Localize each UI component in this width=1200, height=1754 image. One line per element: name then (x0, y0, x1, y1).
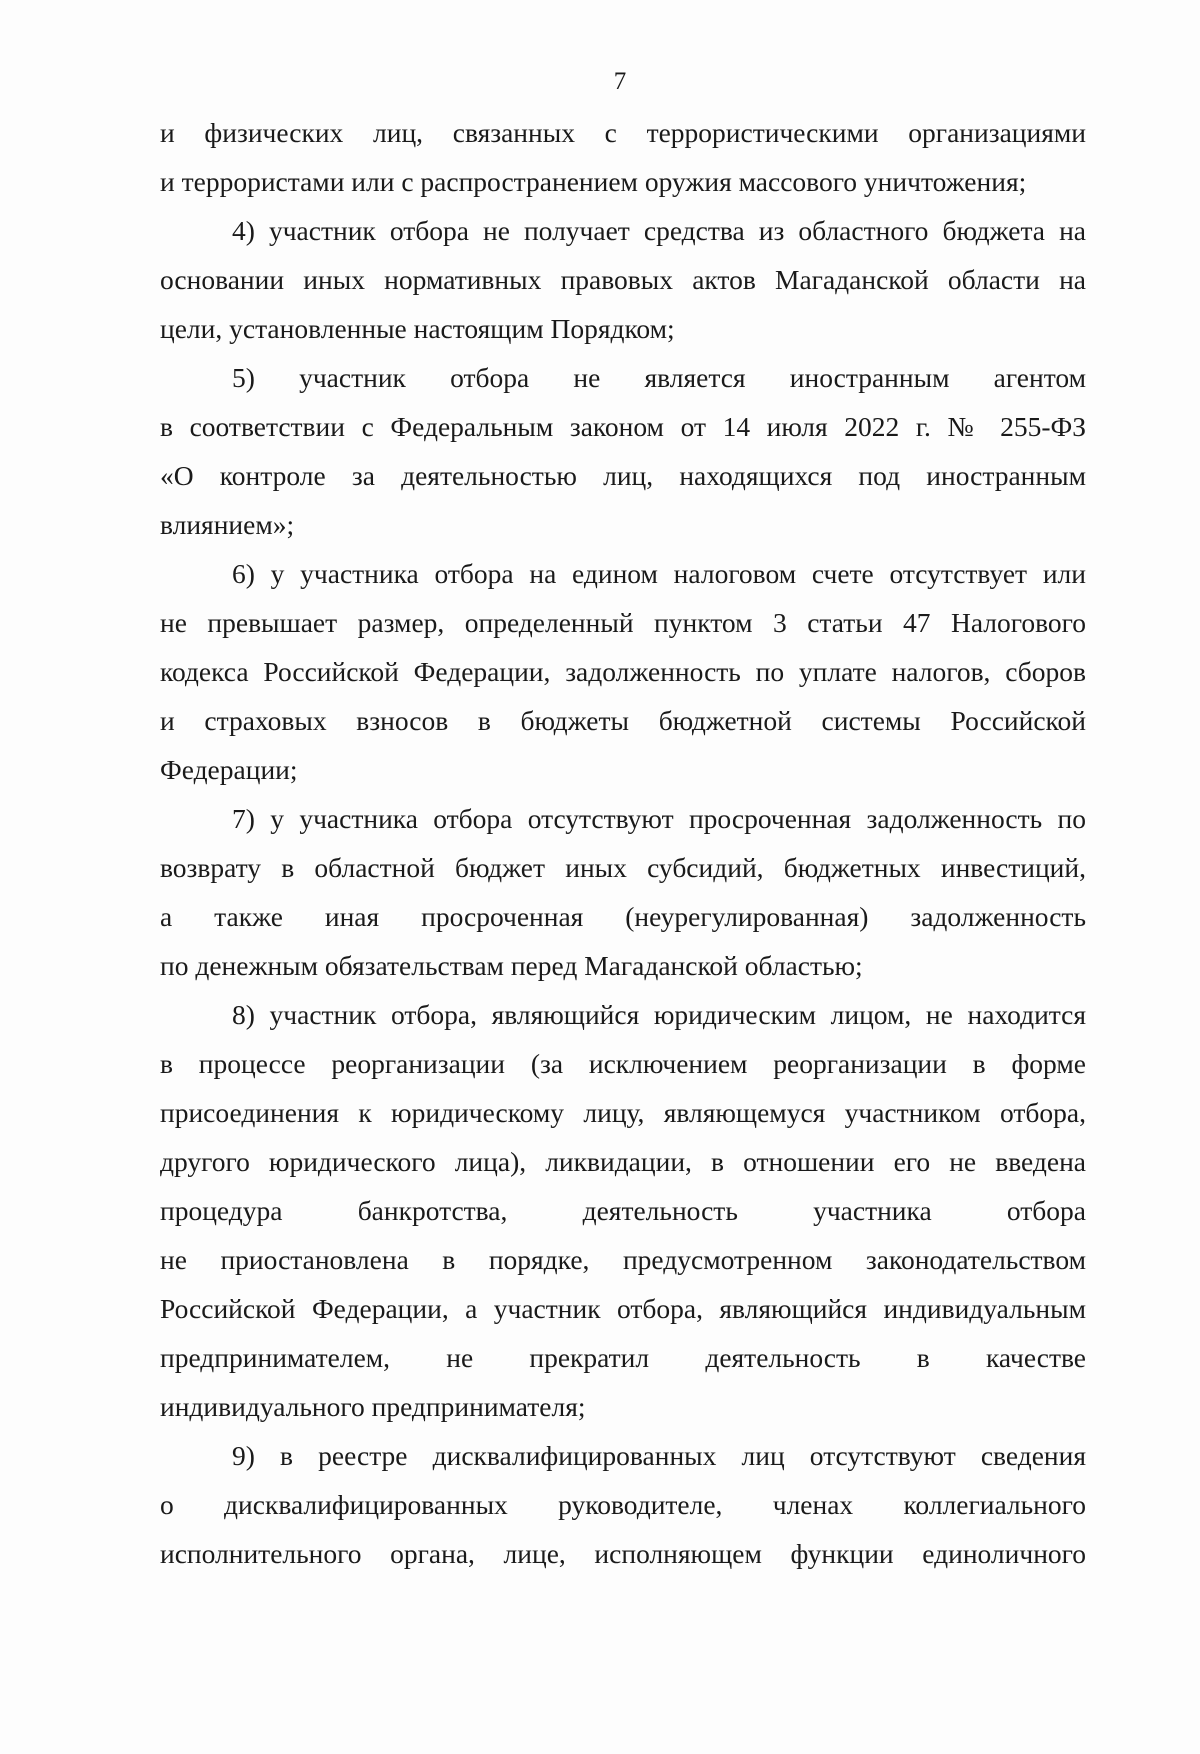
paragraph-item-7 (160, 794, 1086, 990)
text-line: другого юридического лица), ликвидации, в отношении его не введена (160, 1146, 1086, 1177)
text-line: цели, установленные настоящим Порядком; (160, 313, 675, 344)
text-line: 8) участник отбора, являющийся юридическим лицом, не находится (232, 999, 1086, 1030)
text-line: возврату в областной бюджет иных субсидий, бюджетных инвестиций, (160, 852, 1086, 883)
paragraph-item-6 (160, 549, 1086, 794)
text-line: основании иных нормативных правовых актов Магаданской области на (160, 264, 1086, 295)
page-number: 7 (613, 68, 627, 95)
text-line: и физических лиц, связанных с террористическими организациями (160, 117, 1086, 148)
text-line: по денежным обязательствам перед Магаданской областью; (160, 950, 863, 981)
text-line: влиянием»; (160, 509, 295, 540)
text-line: кодекса Российской Федерации, задолженность по уплате налогов, сборов (160, 656, 1086, 687)
text-line: о дисквалифицированных руководителе, членах коллегиального (160, 1489, 1086, 1520)
text-line: в соответствии с Федеральным законом от 14 июля 2022 г. № 255-ФЗ (160, 411, 1086, 442)
paragraph-item-5 (160, 353, 1086, 549)
text-line: 4) участник отбора не получает средства из областного бюджета на (232, 215, 1086, 246)
text-line: процедура банкротства, деятельность участника отбора (160, 1195, 1086, 1226)
text-line: предпринимателем, не прекратил деятельность в качестве (160, 1342, 1086, 1373)
document-body (160, 108, 1086, 1578)
text-line: 5) участник отбора не является иностранным агентом (232, 362, 1086, 393)
text-line: присоединения к юридическому лицу, являющемуся участником отбора, (160, 1097, 1086, 1128)
text-line: Российской Федерации, а участник отбора, являющийся индивидуальным (160, 1293, 1086, 1324)
text-line: 6) у участника отбора на едином налоговом счете отсутствует или (232, 558, 1086, 589)
text-line: индивидуального предпринимателя; (160, 1391, 586, 1422)
text-line: и страховых взносов в бюджеты бюджетной системы Российской (160, 705, 1086, 736)
text-line: 7) у участника отбора отсутствуют просроченная задолженность по (232, 803, 1086, 834)
text-line: а также иная просроченная (неурегулированная) задолженность (160, 901, 1086, 932)
text-line: 9) в реестре дисквалифицированных лиц отсутствуют сведения (232, 1440, 1086, 1471)
text-line: «О контроле за деятельностью лиц, находящихся под иностранным (160, 460, 1086, 491)
text-line: и террористами или с распространением оружия массового уничтожения; (160, 166, 1027, 197)
text-line: Федерации; (160, 754, 298, 785)
text-line: в процессе реорганизации (за исключением реорганизации в форме (160, 1048, 1086, 1079)
text-line: не превышает размер, определенный пунктом 3 статьи 47 Налогового (160, 607, 1086, 638)
text-line: исполнительного органа, лице, исполняющем функции единоличного (160, 1538, 1086, 1569)
text-line: не приостановлена в порядке, предусмотренном законодательством (160, 1244, 1086, 1275)
paragraph-item-4 (160, 206, 1086, 353)
paragraph-item-8 (160, 990, 1086, 1431)
paragraph-item-9 (160, 1431, 1086, 1578)
paragraph-continuation (160, 108, 1086, 206)
